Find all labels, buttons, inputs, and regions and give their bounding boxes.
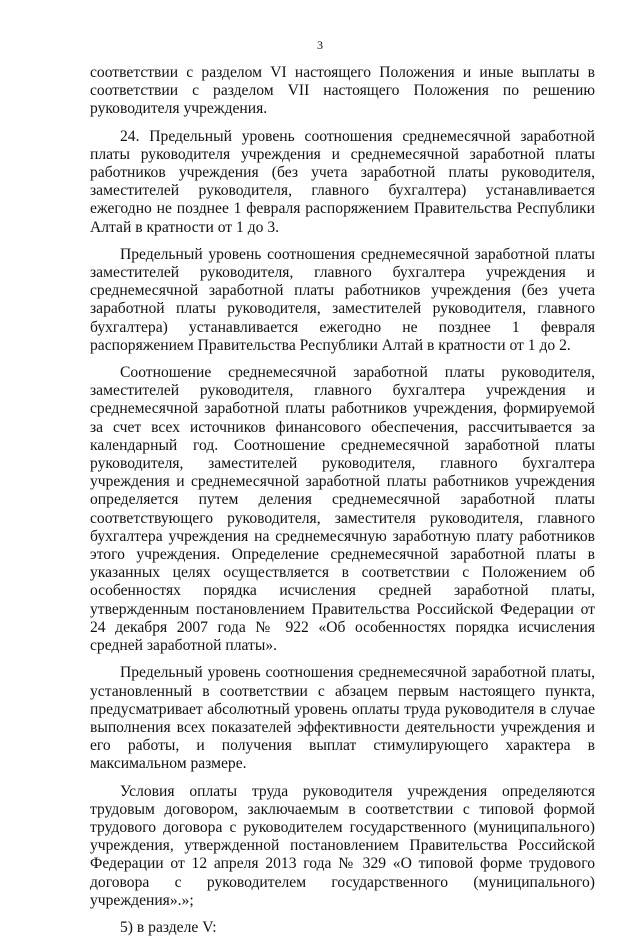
paragraph-section-v: 5) в разделе V:	[120, 918, 217, 936]
paragraph-item-24: 24. Предельный уровень соотношения среднемесячной заработной платы руководителя учреждения и среднемесячной заработной платы работников учреждения (без учета заработной платы руководителя, заместителей руководителя, главного бухгалтера) устанавливается ежегодно не позднее 1 февраля распоряжением Правительства Республики Алтай в кратности от 1 до 3.	[90, 127, 595, 236]
paragraph-pay-conditions: Условия оплаты труда руководителя учреждения определяются трудовым договором, заключаемым в соответствии с типовой формой трудового договора с руководителем государственного (муниципального) учреждения, утвержденной постановлением Правительства Российской Федерации от 12 апреля 2013 года № 329 «О типовой форме трудового договора с руководителем государственного (муниципального) учреждения».»;	[90, 782, 595, 909]
document-body	[90, 64, 595, 937]
paragraph-ratio-level: Предельный уровень соотношения среднемесячной заработной платы, установленный в соответствии с абзацем первым настоящего пункта, предусматривает абсолютный уровень оплаты труда руководителя в случае выполнения всех показателей эффективности деятельности учреждения и его работы, и получения выплат стимулирующего характера в максимальном размере.	[90, 664, 595, 773]
paragraph-continuation: соответствии с разделом VI настоящего Положения и иные выплаты в соответствии с разделом VII настоящего Положения по решению руководителя учреждения.	[90, 64, 595, 118]
page-number: 3	[317, 38, 323, 52]
paragraph-deputy-ratio: Предельный уровень соотношения среднемесячной заработной платы заместителей руководителя, главного бухгалтера учреждения и среднемесячной заработной платы работников учреждения (без учета заработной платы руководителя, заместителей руководителя, главного бухгалтера) устанавливается ежегодно не позднее 1 февраля распоряжением Правительства Республики Алтай в кратности от 1 до 2.	[90, 245, 595, 354]
paragraph-ratio-calculation: Соотношение среднемесячной заработной платы руководителя, заместителей руководителя, главного бухгалтера учреждения и среднемесячной заработной платы работников учреждения, формируемой за счет всех источников финансового обеспечения, рассчитывается за календарный год. Соотношение среднемесячной заработной платы руководителя, заместителей руководителя, главного бухгалтера учреждения и среднемесячной заработной платы работников учреждения определяется путем деления среднемесячной заработной платы соответствующего руководителя, заместителя руководителя, главного бухгалтера учреждения на среднемесячную заработную плату работников этого учреждения. Определение среднемесячной заработной платы в указанных целях осуществляется в соответствии с Положением об особенностях порядка исчисления средней заработной платы, утвержденным постановлением Правительства Российской Федерации от 24 декабря 2007 года № 922 «Об особенностях порядка исчисления средней заработной платы».	[90, 364, 595, 655]
